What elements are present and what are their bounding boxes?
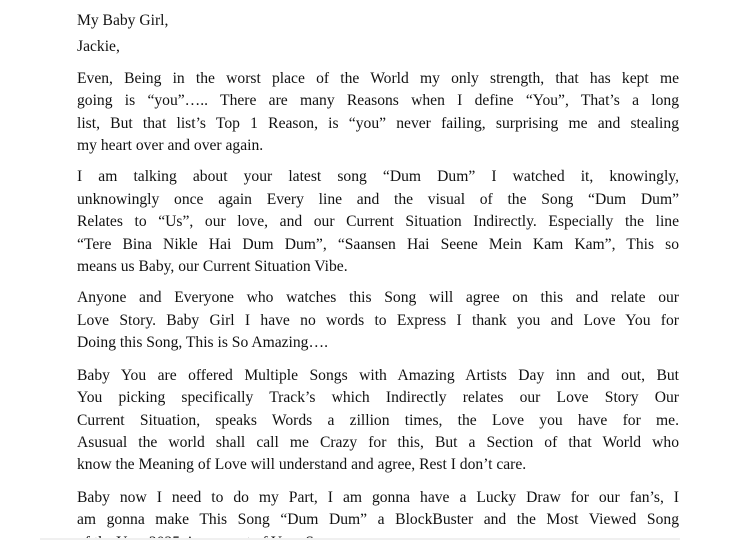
paragraph-line: Baby You are offered Multiple Songs with Amazing Artists Day inn and out, But xyxy=(77,366,679,384)
paragraph-line: Current Situation, speaks Words a zillion times, the Love you have for me. xyxy=(77,411,679,429)
salutation: My Baby Girl, xyxy=(77,12,169,29)
paragraph-line: know the Meaning of Love will understand and agree, Rest I don’t care. xyxy=(77,456,527,474)
paragraph-1 xyxy=(77,68,679,158)
paragraph-4 xyxy=(77,365,679,477)
recipient-name: Jackie, xyxy=(77,38,120,56)
paragraph-line: my heart over and over again. xyxy=(77,137,264,155)
paragraph-3 xyxy=(77,287,679,354)
paragraph-line: Asusual the world shall call me Crazy for this, But a Section of that World who xyxy=(77,433,679,451)
paragraph-line: Relates to “Us”, our love, and our Current Situation Indirectly. Especially the line xyxy=(77,213,679,231)
paragraph-line: You picking specifically Track’s which Indirectly relates our Love Story Our xyxy=(77,389,679,407)
paragraph-line: Baby now I need to do my Part, I am gonna have a Lucky Draw for our fan’s, I xyxy=(77,488,679,506)
paragraph-line: “Tere Bina Nikle Hai Dum Dum”, “Saansen Hai Seene Mein Kam Kam”, This so xyxy=(77,235,679,253)
paragraph-2 xyxy=(77,166,679,278)
paragraph-line: Love Story. Baby Girl I have no words to Express I thank you and Love You for xyxy=(77,311,679,329)
paragraph-line: Anyone and Everyone who watches this Song will agree on this and relate our xyxy=(77,289,679,307)
paragraph-line: Even, Being in the worst place of the World my only strength, that has kept me xyxy=(77,69,679,87)
paragraph-line: list, But that list’s Top 1 Reason, is “you” never failing, surprising me and stealing xyxy=(77,114,679,132)
paragraph-line: means us Baby, our Current Situation Vibe. xyxy=(77,258,348,276)
paragraph-line: I am talking about your latest song “Dum Dum” I watched it, knowingly, xyxy=(77,168,679,186)
paragraph-line: Doing this Song, This is So Amazing…. xyxy=(77,334,328,352)
paragraph-line: unknowingly once again Every line and the visual of the Song “Dum Dum” xyxy=(77,190,679,208)
letter-body xyxy=(77,10,679,550)
paragraph-line: am gonna make This Song “Dum Dum” a BlockBuster and the Most Viewed Song xyxy=(77,511,679,529)
page-divider xyxy=(40,538,680,540)
paragraph-line: going is “you”….. There are many Reasons when I define “You”, That’s a long xyxy=(77,92,679,110)
